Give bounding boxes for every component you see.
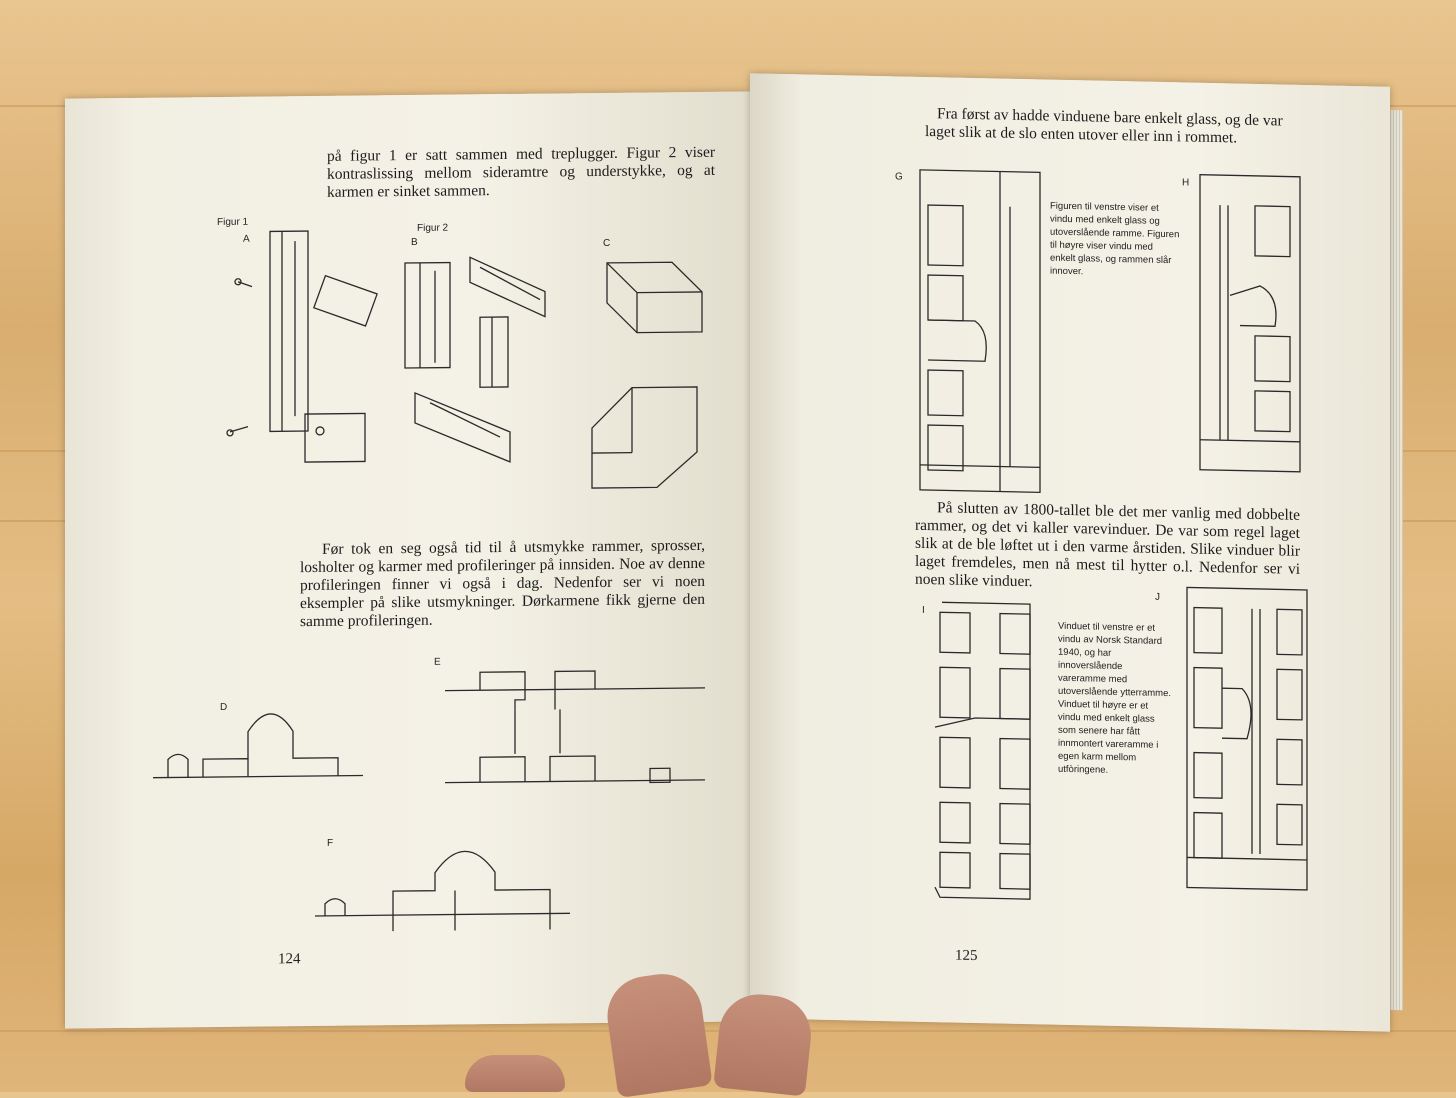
figure-e-label: E	[434, 657, 441, 668]
figure-g-drawing	[920, 165, 1050, 498]
right-intro-text: Fra først av hadde vinduene bare enkelt glass, og de var laget slik at de slo enten utover eller inn i rommet.	[925, 105, 1305, 149]
caption-g-h: Figuren til venstre viser et vindu med enkelt glass og utoverslående ramme. Figuren til høyre viser vindu med enkelt glass, og rammen slår innover.	[1050, 200, 1180, 281]
figure-j-drawing	[1182, 587, 1312, 900]
caption-i-j: Vinduet til venstre er et vindu av Norsk Standard 1940, og har innoverslående vareramme med utoverslående ytterramme. Vinduet til høyre er et vindu med enkelt glass som senere har fått innmontert vareramme i egen karm mellom utfòringene.	[1058, 620, 1173, 778]
figure-a-label: A	[243, 234, 250, 245]
left-intro-text: på figur 1 er satt sammen med treplugger. Figur 2 viser kontraslissing mellom sideramtre og understykke, og at karmen er sinket sammen.	[327, 144, 715, 202]
figur-1-label: Figur 1	[217, 217, 248, 228]
right-paragraph: På slutten av 1800-tallet ble det mer vanlig med dobbelte rammer, og det vi kaller varevinduer. De var som regel laget slik at de ble løftet ut i den varme årstiden. Slike vinduer blir laget fremdeles, men nå mest til hytter o.l. Nedenfor ser vi noen slike vinduer.	[915, 499, 1300, 597]
right-page-number: 125	[955, 948, 978, 965]
figure-b-label: B	[411, 237, 418, 248]
figure-a-drawing	[230, 225, 380, 477]
left-page	[65, 91, 750, 1028]
figure-f-label: F	[327, 838, 333, 849]
figure-c-label: C	[603, 238, 610, 249]
figure-i-drawing	[930, 597, 1050, 920]
figure-b-drawing	[400, 251, 590, 473]
finger-bottom	[465, 1055, 565, 1092]
figure-i-label: I	[922, 605, 925, 616]
figure-c-drawing	[587, 252, 717, 483]
figure-e-drawing	[445, 660, 710, 803]
figure-d-drawing	[153, 695, 368, 797]
figure-h-drawing	[1200, 175, 1310, 477]
figure-h-label: H	[1182, 177, 1189, 188]
figure-g-label: G	[895, 171, 903, 182]
figure-j-label: J	[1155, 592, 1160, 603]
left-page-number: 124	[278, 951, 301, 968]
figur-2-label: Figur 2	[417, 223, 448, 234]
right-page	[750, 73, 1390, 1031]
left-paragraph: Før tok en seg også tid til å utsmykke rammer, sprosser, losholter og karmer med profileringer på innsiden. Noe av denne profileringen finner vi også i dag. Nedenfor ser vi noen eksempler på slike utsmykninger. Dørkarmene fikk gjerne den samme profileringen.	[300, 537, 705, 631]
figure-f-drawing	[315, 831, 575, 944]
figure-d-label: D	[220, 702, 227, 713]
